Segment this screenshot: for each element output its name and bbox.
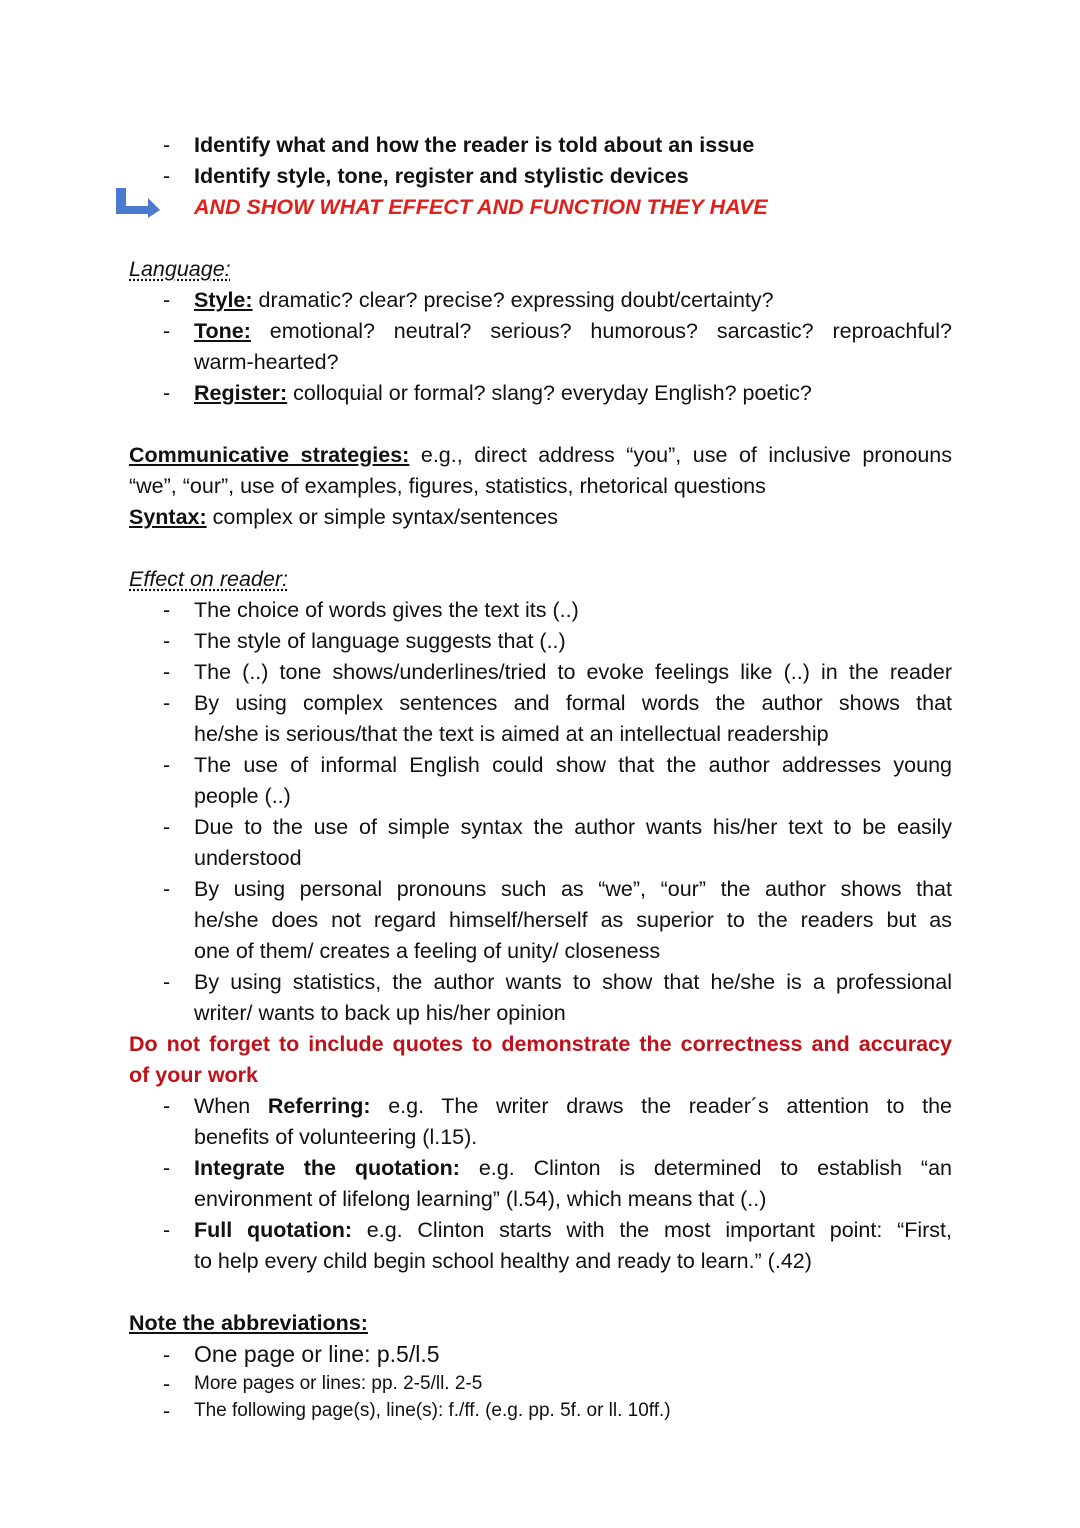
effect-item: The style of language suggests that (..) — [194, 629, 566, 653]
dash-bullet: - — [163, 1399, 171, 1423]
effect-item: The choice of words gives the text its (..) — [194, 598, 579, 622]
communicative-label: Communicative strategies: — [129, 443, 410, 467]
tone-line-cont: warm-hearted? — [194, 350, 339, 374]
communicative-line — [129, 442, 952, 468]
dash-bullet: - — [163, 815, 171, 839]
communicative-line-cont: “we”, “our”, use of examples, figures, statistics, rhetorical questions — [129, 474, 766, 498]
intro-item-1: Identify what and how the reader is told about an issue — [194, 133, 755, 157]
communicative-text: e.g., direct address “you”, use of inclusive pronouns — [409, 443, 953, 467]
effect-item: By using personal pronouns such as “we”, “our” the author shows that — [194, 877, 952, 901]
quote-full — [194, 1217, 952, 1243]
dash-bullet: - — [163, 877, 171, 901]
language-heading: Language: — [129, 257, 231, 281]
register-label: Register: — [194, 381, 288, 405]
register-text: colloquial or formal? slang? everyday English? poetic? — [287, 381, 812, 405]
abbrev-heading: Note the abbreviations: — [129, 1311, 368, 1335]
abbrev-item: One page or line: p.5/l.5 — [194, 1341, 440, 1367]
quote-full-text: e.g. Clinton starts with the most important point: “First, — [352, 1218, 953, 1242]
quote-referring-cont: benefits of volunteering (l.15). — [194, 1125, 478, 1149]
quote-referring-pre: When — [194, 1094, 268, 1118]
quote-referring-text: e.g. The writer draws the reader´s attention to the — [370, 1094, 952, 1118]
effect-heading: Effect on reader: — [129, 567, 288, 591]
effect-item-cont: one of them/ creates a feeling of unity/ closeness — [194, 939, 661, 963]
quote-integrate-cont: environment of lifelong learning” (l.54), which means that (..) — [194, 1187, 767, 1211]
dash-bullet: - — [163, 1094, 171, 1118]
syntax-label: Syntax: — [129, 505, 207, 529]
quote-integrate — [194, 1155, 952, 1181]
effect-item-cont: he/she is serious/that the text is aimed at an intellectual readership — [194, 722, 829, 746]
effect-item-cont: people (..) — [194, 784, 291, 808]
dash-bullet: - — [163, 970, 171, 994]
effect-item-cont: he/she does not regard himself/herself as superior to the readers but as — [194, 908, 952, 932]
dash-bullet: - — [163, 1372, 171, 1396]
abbrev-item: More pages or lines: pp. 2-5/ll. 2-5 — [194, 1373, 483, 1394]
abbrev-item: The following page(s), line(s): f./ff. (e.g. pp. 5f. or ll. 10ff.) — [194, 1400, 671, 1421]
dash-bullet: - — [163, 1343, 171, 1367]
dash-bullet: - — [163, 1156, 171, 1180]
tone-line — [194, 318, 952, 344]
dash-bullet: - — [163, 164, 171, 188]
effect-item: By using statistics, the author wants to show that he/she is a professional — [194, 970, 952, 994]
quotes-warning-cont: of your work — [129, 1063, 259, 1087]
quotes-warning: Do not forget to include quotes to demonstrate the correctness and accuracy — [129, 1032, 952, 1056]
effect-item: The use of informal English could show that the author addresses young — [194, 753, 952, 777]
syntax-text: complex or simple syntax/sentences — [206, 505, 558, 529]
tone-text: emotional? neutral? serious? humorous? sarcastic? reproachful? — [250, 319, 952, 343]
dash-bullet: - — [163, 319, 171, 343]
intro-item-2: Identify style, tone, register and stylistic devices — [194, 164, 689, 188]
intro-emphasis: AND SHOW WHAT EFFECT AND FUNCTION THEY HAVE — [194, 195, 768, 219]
quote-full-cont: to help every child begin school healthy and ready to learn.” (.42) — [194, 1249, 812, 1273]
dash-bullet: - — [163, 1218, 171, 1242]
dash-bullet: - — [163, 288, 171, 312]
dash-bullet: - — [163, 133, 171, 157]
quote-integrate-text: e.g. Clinton is determined to establish “an — [459, 1156, 952, 1180]
quote-referring-label: Referring: — [267, 1094, 371, 1118]
style-label: Style: — [194, 288, 253, 312]
dash-bullet: - — [163, 598, 171, 622]
effect-item: By using complex sentences and formal words the author shows that — [194, 691, 952, 715]
dash-bullet: - — [163, 753, 171, 777]
syntax-line — [129, 504, 558, 530]
effect-item-cont: understood — [194, 846, 302, 870]
quote-integrate-label: Integrate the quotation: — [194, 1156, 460, 1180]
style-line — [194, 287, 774, 313]
dash-bullet: - — [163, 629, 171, 653]
arrow-right-icon — [114, 186, 162, 220]
effect-item: Due to the use of simple syntax the author wants his/her text to be easily — [194, 815, 952, 839]
tone-label: Tone: — [194, 319, 251, 343]
quote-referring — [194, 1093, 952, 1119]
quote-full-label: Full quotation: — [194, 1218, 353, 1242]
effect-item-cont: writer/ wants to back up his/her opinion — [194, 1001, 566, 1025]
dash-bullet: - — [163, 381, 171, 405]
dash-bullet: - — [163, 660, 171, 684]
style-text: dramatic? clear? precise? expressing doubt/certainty? — [252, 288, 774, 312]
register-line — [194, 380, 812, 406]
dash-bullet: - — [163, 691, 171, 715]
effect-item: The (..) tone shows/underlines/tried to evoke feelings like (..) in the reader — [194, 660, 952, 684]
